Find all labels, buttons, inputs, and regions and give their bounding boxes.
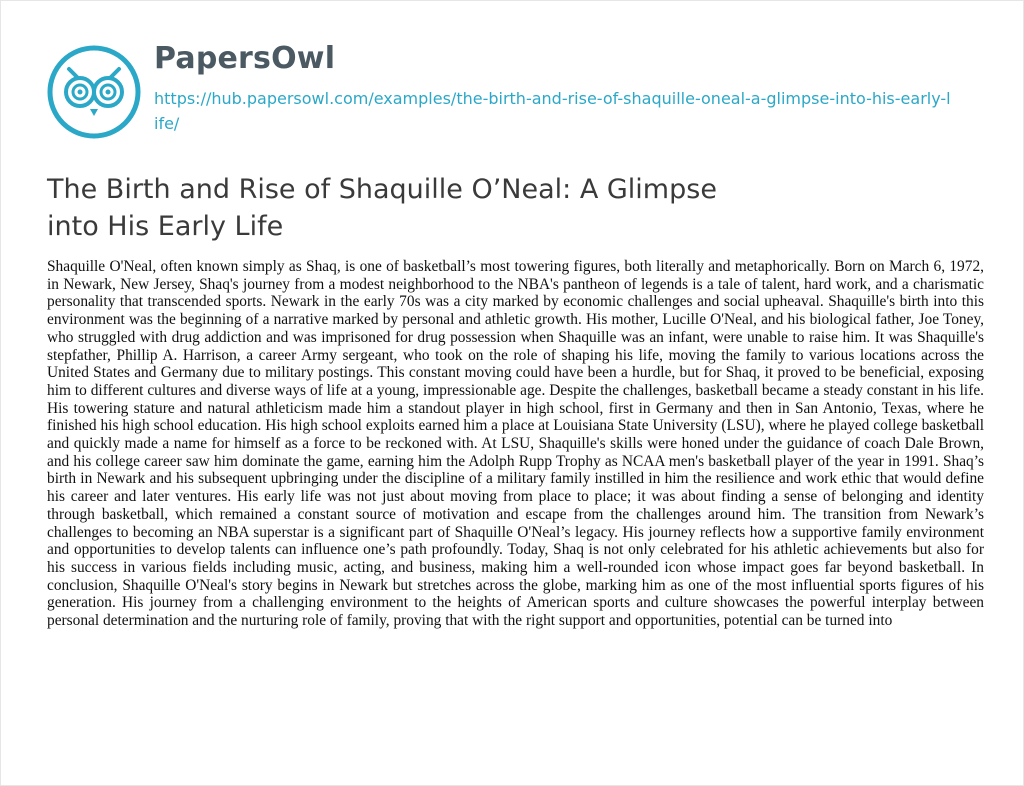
brand-name: PapersOwl <box>154 41 336 76</box>
document-title: The Birth and Rise of Shaquille O’Neal: A Glimpse into His Early Life <box>47 174 717 242</box>
owl-icon <box>47 45 141 139</box>
header <box>47 39 987 159</box>
document-body: Shaquille O'Neal, often known simply as Shaq, is one of basketball’s most towering figures, both literally and metaphorically. Born on March 6, 1972, in Newark, New Jersey, Shaq's journey from a modest neighborhood to the NBA's pantheon of legends is a tale of talent, hard work, and a charismatic personality that transcended sports. Newark in the early 70s was a city marked by economic challenges and social upheaval. Shaquille's birth into this environment was the beginning of a narrative marked by personal and athletic growth. His mother, Lucille O'Neal, and his biological father, Joe Toney, who struggled with drug addiction and was imprisoned for drug possession when Shaquille was an infant, were unable to raise him. It was Shaquille's stepfather, Phillip A. Harrison, a career Army sergeant, who took on the role of shaping his life, moving the family to various locations across the United States and Germany due to military postings. This constant moving could have been a hurdle, but for Shaq, it proved to be beneficial, exposing him to different cultures and diverse ways of life at a young, impressionable age. Despite the challenges, basketball became a steady constant in his life. His towering stature and natural athleticism made him a standout player in high school, first in Germany and then in San Antonio, Texas, where he finished his high school education. His high school exploits earned him a place at Louisiana State University (LSU), where he played college basketball and quickly made a name for himself as a force to be reckoned with. At LSU, Shaquille's skills were honed under the guidance of coach Dale Brown, and his college career saw him dominate the game, earning him the Adolph Rupp Trophy as NCAA men's basketball player of the year in 1991. Shaq’s birth in Newark and his subsequent upbringing under the discipline of a military family instilled in him the resilience and work ethic that would define his career and later ventures. His early life was not just about moving from place to place; it was about finding a sense of belonging and identity through basketball, which remained a constant source of motivation and escape from the challenges around him. The transition from Newark’s challenges to becoming an NBA superstar is a significant part of Shaquille O'Neal’s legacy. His journey reflects how a supportive family environment and opportunities to develop talents can influence one’s path profoundly. Today, Shaq is not only celebrated for his athletic achievements but also for his success in various fields including music, acting, and business, making him a well-rounded icon whose impact goes far beyond basketball. In conclusion, Shaquille O'Neal's story begins in Newark but stretches across the globe, marking him as one of the most influential sports figures of his generation. His journey from a challenging environment to the heights of American sports and culture showcases the powerful interplay between personal determination and the nurturing role of family, proving that with the right support and opportunities, potential can be turned into <box>47 258 984 630</box>
source-url[interactable]: https://hub.papersowl.com/examples/the-birth-and-rise-of-shaquille-oneal-a-glimpse-into-his-early-life/ <box>154 89 951 133</box>
